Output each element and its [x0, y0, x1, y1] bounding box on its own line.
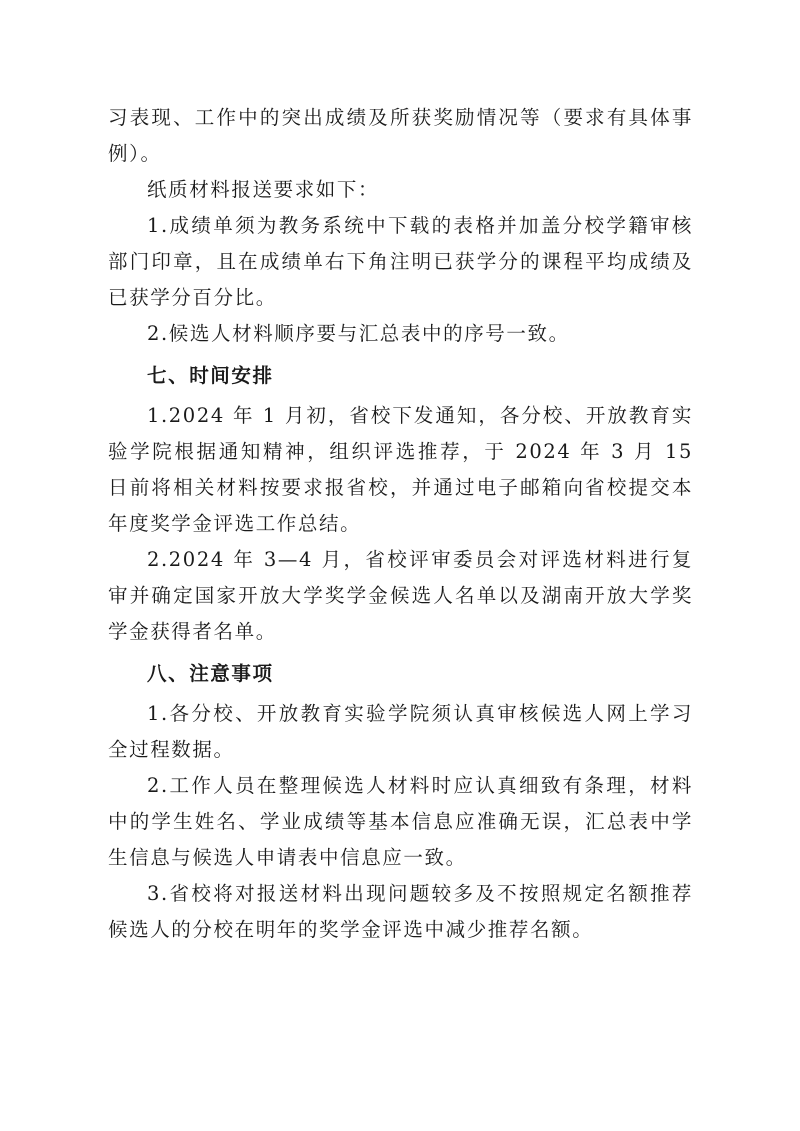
document-body [108, 100, 693, 948]
section-7-item-1: 1.2024 年 1 月初，省校下发通知，各分校、开放教育实验学院根据通知精神，组织评选推荐，于 2024 年 3 月 15 日前将相关材料按要求报省校，并通过电子邮箱向省校提交本年度奖学金评选工作总结。 [108, 404, 693, 535]
section-8-item-2: 2.工作人员在整理候选人材料时应认真细致有条理，材料中的学生姓名、学业成绩等基本信息应准确无误，汇总表中学生信息与候选人申请表中信息应一致。 [108, 774, 693, 869]
section-7-heading: 七、时间安排 [147, 364, 274, 387]
section-8-item-3: 3.省校将对报送材料出现问题较多及不按照规定名额推荐候选人的分校在明年的奖学金评选中减少推荐名额。 [108, 882, 693, 941]
section-8-item-1: 1.各分校、开放教育实验学院须认真审核候选人网上学习全过程数据。 [108, 702, 693, 761]
paper-item-1: 1.成绩单须为教务系统中下载的表格并加盖分校学籍审核部门印章，且在成绩单右下角注明已获学分的课程平均成绩及已获学分百分比。 [108, 214, 693, 309]
paragraph-paper-intro: 纸质材料报送要求如下： [147, 178, 380, 201]
paper-item-2: 2.候选人材料顺序要与汇总表中的序号一致。 [147, 322, 570, 345]
section-7-item-2: 2.2024 年 3—4 月，省校评审委员会对评选材料进行复审并确定国家开放大学奖学金候选人名单以及湖南开放大学奖学金获得者名单。 [108, 548, 693, 643]
section-8-heading: 八、注意事项 [147, 662, 274, 685]
paragraph-continuation: 习表现、工作中的突出成绩及所获奖励情况等（要求有具体事例）。 [108, 106, 693, 165]
